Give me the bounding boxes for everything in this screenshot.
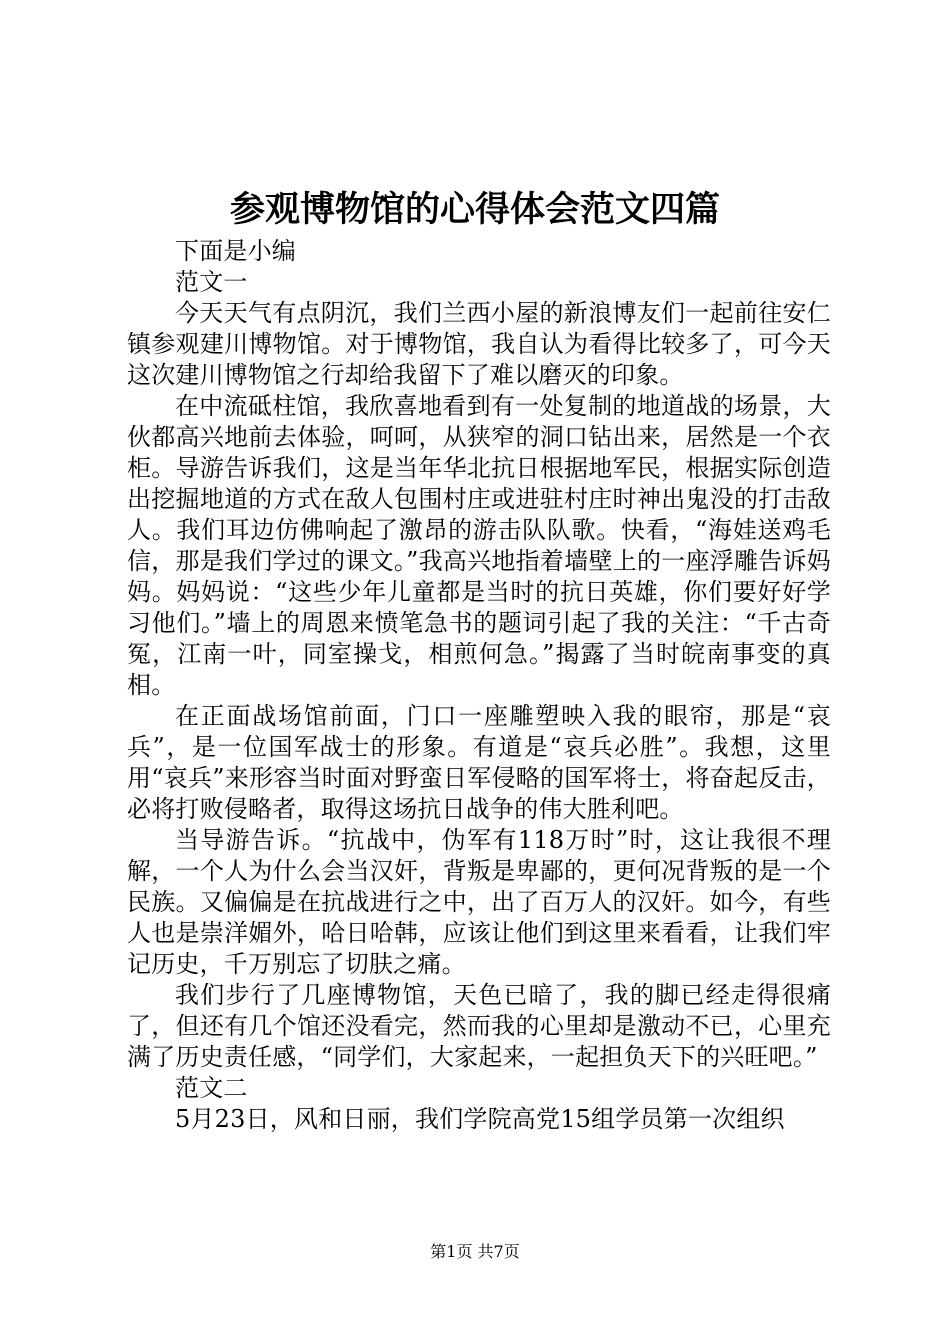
paragraph: 我们步行了几座博物馆，天色已暗了，我的脚已经走得很痛了，但还有几个馆还没看完，然而我的心里却是激动不已，心里充满了历史责任感，“同学们，大家起来，一起担负天下的兴旺吧。” bbox=[127, 981, 831, 1071]
paragraph: 今天天气有点阴沉，我们兰西小屋的新浪博友们一起前往安仁镇参观建川博物馆。对于博物馆，我自认为看得比较多了，可今天这次建川博物馆之行却给我留下了难以磨灭的印象。 bbox=[127, 299, 831, 389]
paragraph-intro: 下面是小编 bbox=[175, 237, 296, 265]
section-heading-1: 范文一 bbox=[175, 268, 248, 296]
page-title: 参观博物馆的心得体会范文四篇 bbox=[229, 189, 720, 230]
page-footer: 第1页 共7页 bbox=[430, 1242, 520, 1261]
paragraph: 在中流砥柱馆，我欣喜地看到有一处复制的地道战的场景，大伙都高兴地前去体验，呵呵，从狭窄的洞口钻出来，居然是一个衣柜。导游告诉我们，这是当年华北抗日根据地军民，根据实际创造出挖掘地道的方式在敌人包围村庄或进驻村庄时神出鬼没的打击敌人。我们耳边仿佛响起了激昂的游击队队歌。快看，“海娃送鸡毛信，那是我们学过的课文。”我高兴地指着墙壁上的一座浮雕告诉妈妈。妈妈说：“这些少年儿童都是当时的抗日英雄，你们要好好学习他们。”墙上的周恩来愤笔急书的题词引起了我的关注：“千古奇冤，江南一叶，同室操戈，相煎何急。”揭露了当时皖南事变的真相。 bbox=[127, 392, 831, 699]
section-heading-2: 范文二 bbox=[175, 1074, 248, 1102]
paragraph: 当导游告诉。“抗战中，伪军有118万时”时，这让我很不理解，一个人为什么会当汉奸，背叛是卑鄙的，更何况背叛的是一个民族。又偏偏是在抗战进行之中，出了百万人的汉奸。如今，有些人也是崇洋媚外，哈日哈韩，应该让他们到这里来看看，让我们牢记历史，千万别忘了切肤之痛。 bbox=[127, 826, 831, 978]
paragraph: 在正面战场馆前面，门口一座雕塑映入我的眼帘，那是“哀兵”，是一位国军战士的形象。有道是“哀兵必胜”。我想，这里用“哀兵”来形容当时面对野蛮日军侵略的国军将士，将奋起反击，必将打败侵略者，取得这场抗日战争的伟大胜利吧。 bbox=[127, 702, 831, 823]
paragraph: 5月23日，风和日丽，我们学院高党15组学员第一次组织 bbox=[175, 1105, 785, 1133]
document-body bbox=[127, 236, 831, 1135]
